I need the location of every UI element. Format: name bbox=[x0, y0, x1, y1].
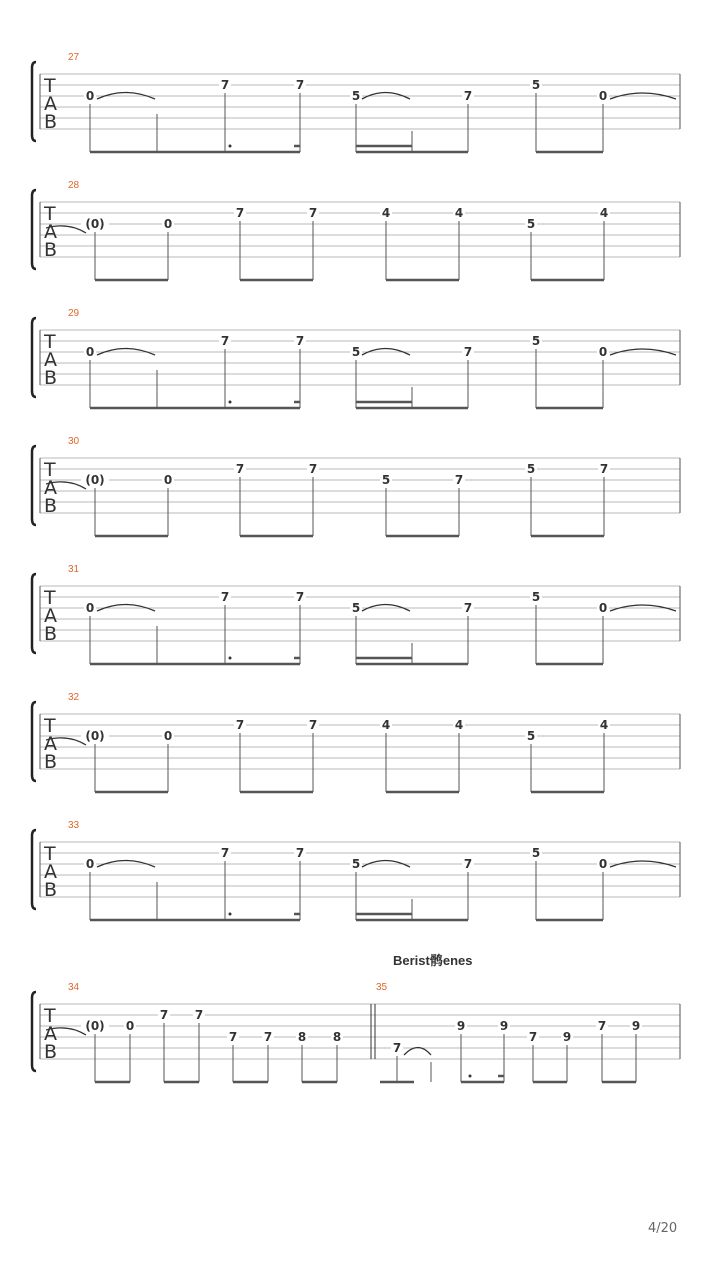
measure-number: 27 bbox=[68, 52, 80, 63]
tab-letter: A bbox=[44, 605, 57, 627]
measure-number: 31 bbox=[68, 564, 80, 575]
fret-number: 0 bbox=[598, 89, 608, 103]
fret-number: 9 bbox=[562, 1030, 572, 1044]
fret-number: 7 bbox=[194, 1008, 204, 1022]
dot bbox=[469, 1075, 472, 1078]
measure-number: 32 bbox=[68, 692, 80, 703]
fret-number: 4 bbox=[454, 206, 464, 220]
fret-number: 7 bbox=[235, 206, 245, 220]
tab-letter: B bbox=[44, 1041, 58, 1063]
tab-letter: T bbox=[44, 331, 56, 353]
tab-letter: T bbox=[44, 459, 56, 481]
fret-number: 7 bbox=[295, 78, 305, 92]
measure-number: 28 bbox=[68, 180, 80, 191]
tab-letter: T bbox=[44, 75, 56, 97]
tab-letter: A bbox=[44, 477, 57, 499]
system-bracket bbox=[32, 992, 36, 1071]
fret-number: 7 bbox=[463, 345, 473, 359]
fret-number: (0) bbox=[85, 1019, 105, 1033]
tab-letter: B bbox=[44, 879, 58, 901]
fret-number: 4 bbox=[454, 718, 464, 732]
tab-letter: T bbox=[44, 587, 56, 609]
tie bbox=[404, 1048, 431, 1056]
tab-letter: A bbox=[44, 733, 57, 755]
fret-number: 4 bbox=[599, 206, 609, 220]
fret-number: 0 bbox=[163, 217, 173, 231]
fret-number: 7 bbox=[159, 1008, 169, 1022]
fret-number: 5 bbox=[381, 473, 391, 487]
fret-number: 8 bbox=[297, 1030, 307, 1044]
fret-number: 7 bbox=[228, 1030, 238, 1044]
fret-number: 0 bbox=[598, 345, 608, 359]
fret-number: 7 bbox=[599, 462, 609, 476]
tab-letter: B bbox=[44, 239, 58, 261]
system-bracket bbox=[32, 318, 36, 397]
fret-number: 7 bbox=[392, 1041, 402, 1055]
fret-number: 0 bbox=[85, 345, 95, 359]
fret-number: 5 bbox=[531, 78, 541, 92]
fret-number: 9 bbox=[631, 1019, 641, 1033]
measure-number: 29 bbox=[68, 308, 80, 319]
fret-number: (0) bbox=[85, 217, 105, 231]
measure-number: 35 bbox=[376, 982, 388, 993]
measure-number: 34 bbox=[68, 982, 80, 993]
tab-letter: B bbox=[44, 367, 58, 389]
fret-number: 0 bbox=[598, 601, 608, 615]
fret-number: 7 bbox=[220, 590, 230, 604]
page-number: 4/20 bbox=[648, 1221, 678, 1236]
fret-number: 9 bbox=[456, 1019, 466, 1033]
fret-number: 0 bbox=[85, 601, 95, 615]
tab-letter: B bbox=[44, 495, 58, 517]
fret-number: 7 bbox=[220, 78, 230, 92]
fret-number: 7 bbox=[220, 846, 230, 860]
tab-letter: A bbox=[44, 1023, 57, 1045]
fret-number: 5 bbox=[351, 89, 361, 103]
fret-number: 5 bbox=[531, 590, 541, 604]
dot bbox=[229, 657, 232, 660]
tab-letter: B bbox=[44, 623, 58, 645]
fret-number: 5 bbox=[351, 345, 361, 359]
fret-number: 5 bbox=[526, 217, 536, 231]
system-bracket bbox=[32, 574, 36, 653]
system-bracket bbox=[32, 62, 36, 141]
fret-number: (0) bbox=[85, 473, 105, 487]
section-label: Berist鹘enes bbox=[393, 953, 473, 968]
tab-letter: A bbox=[44, 93, 57, 115]
dot bbox=[229, 401, 232, 404]
tab-letter: A bbox=[44, 349, 57, 371]
fret-number: 0 bbox=[125, 1019, 135, 1033]
fret-number: 8 bbox=[332, 1030, 342, 1044]
tab-letter: T bbox=[44, 715, 56, 737]
fret-number: 4 bbox=[599, 718, 609, 732]
fret-number: 7 bbox=[463, 857, 473, 871]
measure-number: 33 bbox=[68, 820, 80, 831]
fret-number: 5 bbox=[531, 846, 541, 860]
fret-number: 7 bbox=[295, 334, 305, 348]
dot bbox=[229, 145, 232, 148]
tab-letter: B bbox=[44, 111, 58, 133]
tab-letter: A bbox=[44, 861, 57, 883]
fret-number: 4 bbox=[381, 718, 391, 732]
tab-letter: T bbox=[44, 1005, 56, 1027]
fret-number: 7 bbox=[463, 89, 473, 103]
fret-number: (0) bbox=[85, 729, 105, 743]
tab-letter: T bbox=[44, 203, 56, 225]
system-bracket bbox=[32, 446, 36, 525]
fret-number: 7 bbox=[295, 590, 305, 604]
fret-number: 7 bbox=[454, 473, 464, 487]
tab-letter: T bbox=[44, 843, 56, 865]
tab-letter: A bbox=[44, 221, 57, 243]
system-bracket bbox=[32, 702, 36, 781]
fret-number: 7 bbox=[528, 1030, 538, 1044]
fret-number: 5 bbox=[351, 601, 361, 615]
fret-number: 7 bbox=[597, 1019, 607, 1033]
system-bracket bbox=[32, 830, 36, 909]
fret-number: 0 bbox=[85, 857, 95, 871]
fret-number: 7 bbox=[308, 718, 318, 732]
fret-number: 5 bbox=[526, 462, 536, 476]
fret-number: 7 bbox=[308, 462, 318, 476]
fret-number: 5 bbox=[351, 857, 361, 871]
fret-number: 7 bbox=[235, 462, 245, 476]
fret-number: 7 bbox=[295, 846, 305, 860]
fret-number: 7 bbox=[463, 601, 473, 615]
fret-number: 0 bbox=[85, 89, 95, 103]
fret-number: 5 bbox=[531, 334, 541, 348]
fret-number: 9 bbox=[499, 1019, 509, 1033]
fret-number: 7 bbox=[220, 334, 230, 348]
tab-letter: B bbox=[44, 751, 58, 773]
measure-number: 30 bbox=[68, 436, 80, 447]
fret-number: 7 bbox=[263, 1030, 273, 1044]
fret-number: 5 bbox=[526, 729, 536, 743]
dot bbox=[229, 913, 232, 916]
fret-number: 4 bbox=[381, 206, 391, 220]
fret-number: 0 bbox=[163, 729, 173, 743]
system-bracket bbox=[32, 190, 36, 269]
fret-number: 0 bbox=[598, 857, 608, 871]
fret-number: 7 bbox=[308, 206, 318, 220]
fret-number: 7 bbox=[235, 718, 245, 732]
fret-number: 0 bbox=[163, 473, 173, 487]
